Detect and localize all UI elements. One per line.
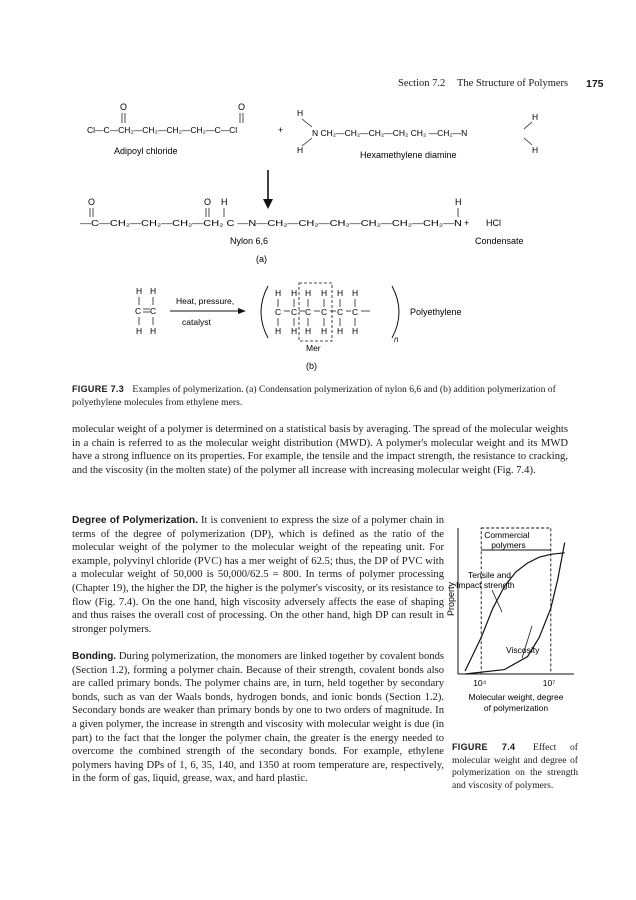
svg-text:H: H [305, 326, 312, 336]
svg-text:H: H [150, 326, 157, 336]
svg-text:C: C [352, 307, 359, 317]
svg-text:H: H [291, 326, 298, 336]
svg-text:H: H [297, 145, 304, 155]
svg-text:H: H [150, 286, 157, 296]
svg-text:H: H [297, 108, 304, 118]
page-number: 175 [586, 78, 604, 90]
svg-text:H: H [291, 288, 298, 298]
bonding-heading: Bonding. [72, 651, 117, 662]
svg-text:H: H [352, 288, 359, 298]
figure-7-3-label: FIGURE 7.3 [72, 384, 125, 394]
section-title: The Structure of Polymers [457, 78, 569, 89]
svg-text:O: O [204, 197, 212, 207]
polyethylene-label: Polyethylene [410, 307, 462, 317]
byproduct: HCl [486, 218, 501, 228]
annotation-viscosity: Viscosity [506, 645, 540, 655]
svg-text:H: H [455, 197, 462, 207]
part-b-label: (b) [306, 361, 317, 371]
annotation-commercial-line2: polymers [491, 540, 526, 550]
svg-text:O: O [88, 197, 96, 207]
svg-text:O: O [238, 102, 246, 112]
figure-7-4-label: FIGURE 7.4 [452, 742, 516, 752]
svg-text:H: H [337, 326, 344, 336]
annotation-commercial: Commercial [484, 530, 530, 540]
svg-text:H: H [321, 326, 328, 336]
figure-7-4-chart [448, 522, 580, 722]
product-name: Nylon 6,6 [230, 236, 269, 246]
annotation-tensile-strength: Tensile and [468, 570, 512, 580]
paragraph-bonding [72, 650, 444, 786]
svg-text:H: H [532, 145, 539, 155]
svg-text:H: H [221, 197, 228, 207]
x-tick-label-1e4: 10⁴ [473, 678, 487, 688]
figure-7-3b-diagram [130, 282, 490, 374]
y-axis-label: Property [446, 581, 456, 616]
svg-text:C: C [291, 307, 298, 317]
paragraph-intro: molecular weight of a polymer is determined on a statistical basis by averaging. The spread of the molecular weights in a chain is referred to as the molecular weight distribution (MWD). A polymer's molecular weight and its MWD have a strong influence on its properties. For example, the tensile and the impact strength, the resistance to cracking, and the viscosity (in the molten state) of the polymer all increase with increasing molecular weight (Fig. 7.4). [72, 424, 568, 476]
section-number: Section 7.2 [398, 78, 446, 89]
figure-7-3-caption [72, 383, 568, 409]
reactant2-name: Hexamethylene diamine [360, 150, 457, 160]
part-a-label: (a) [256, 254, 267, 264]
svg-text:H: H [532, 112, 539, 122]
subscript-n: n [394, 335, 399, 344]
svg-text:H: H [337, 288, 344, 298]
dp-text: It is convenient to express the size of a polymer chain in terms of the degree of polymerization (DP), which is defined as the ratio of the molecular weight of the polymer to the molecular weight of the repeating unit. For example, polyvinyl chloride (PVC) has a mer weight of 62.5; thus, the DP of PVC with a molecular weight of 50,000 is 50,000/62.5 = 800. In terms of polymer processing (Chapter 19), the higher the DP, the higher is the polymer's viscosity, or its resistance to flow (Fig. 7.4). On the one hand, high viscosity adversely affects the ease of shaping and thus raises the overall cost of processing. On the other hand, high DP can result in stronger polymers. [72, 515, 444, 635]
svg-text:H: H [275, 326, 282, 336]
mer-label: Mer [306, 343, 321, 353]
svg-text:H: H [352, 326, 359, 336]
annotation-tensile-strength-line2: Impact strength [456, 580, 515, 590]
svg-text:H: H [305, 288, 312, 298]
svg-text:C: C [150, 306, 157, 316]
product-chain: —C—CH₂—CH₂—CH₂—CH₂ C —N—CH₂—CH₂—CH₂—CH₂—CH₂—CH₂—N [80, 218, 462, 228]
x-axis-label-line1: Molecular weight, degree [468, 692, 564, 702]
reactant1-name: Adipoyl chloride [114, 146, 178, 156]
figure-7-4-caption-text: Effect of molecular weight and degree of polymerization on the strength and viscosity of polymers. [452, 742, 579, 791]
x-axis-label-line2: of polymerization [483, 703, 549, 713]
svg-text:+: + [464, 218, 470, 228]
arrow-top-text: Heat, pressure, [176, 296, 235, 306]
dp-heading: Degree of Polymerization. [72, 515, 198, 526]
svg-text:C: C [275, 307, 282, 317]
byproduct-label: Condensate [475, 236, 524, 246]
svg-text:H: H [136, 326, 143, 336]
svg-text:H: H [275, 288, 282, 298]
svg-text:H: H [321, 288, 328, 298]
figure-7-3-caption-text: Examples of polymerization. (a) Condensation polymerization of nylon 6,6 and (b) addition polymerization of polyethylene molecules from ethylene mers. [72, 384, 556, 408]
svg-text:C: C [337, 307, 344, 317]
arrow-bottom-text: catalyst [182, 317, 211, 327]
figure-7-4-caption [452, 741, 578, 792]
reactant1-chain: Cl—C—CH₂—CH₂—CH₂—CH₂—C—Cl [87, 125, 238, 135]
bonding-text: During polymerization, the monomers are linked together by covalent bonds (Section 1.2), forming a polymer chain. Because of their strength, covalent bonds also are called primary bonds. The polymer chains are, in turn, held together by secondary bonds, such as van der Waals bonds, hydrogen bonds, and ionic bonds (Section 1.2). Secondary bonds are weaker than primary bonds by one to two orders of magnitude. In a given polymer, the increase in strength and viscosity with molecular weight is due (in part) to the fact that the longer the polymer chain, the greater is the energy needed to overcome the combined strength of the secondary bonds. For example, ethylene polymers having DPs of 1, 6, 35, 140, and 1350 at room temperature are, respectively, in the form of gas, liquid, grease, wax, and hard plastic. [72, 651, 444, 785]
svg-text:C: C [135, 306, 142, 316]
x-tick-label-1e7: 10⁷ [542, 678, 556, 688]
svg-text:O: O [120, 102, 128, 112]
paragraph-degree-of-polymerization [72, 514, 444, 636]
reactant2-chain: N CH₂—CH₂—CH₂—CH₂ CH₂ —CH₂—N [312, 128, 468, 138]
svg-text:C: C [321, 307, 328, 317]
svg-text:C: C [305, 307, 312, 317]
svg-text:H: H [136, 286, 143, 296]
plus-sign: + [278, 125, 284, 135]
